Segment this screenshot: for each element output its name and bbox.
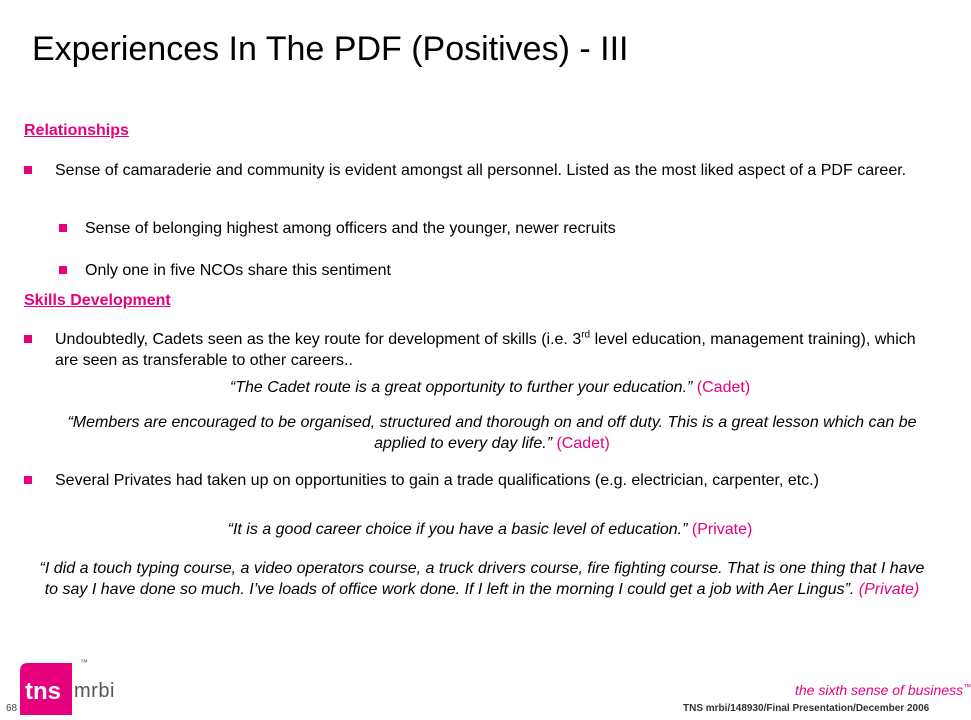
relationships-heading: Relationships	[24, 122, 129, 139]
bullet-text: Sense of camaraderie and community is evident amongst all personnel. Listed as the most liked aspect of a PDF career.	[55, 162, 907, 179]
bullet-square-icon	[24, 335, 32, 343]
bullet-square-icon	[24, 476, 32, 484]
logo-trademark: ™	[80, 658, 88, 667]
quote-cadet-2: “Members are encouraged to be organised, structured and thorough on and off duty. This is a great lesson which can be applied to every day life.” (Cadet)	[67, 414, 917, 452]
logo-text: mrbi	[74, 680, 115, 702]
skills-bullet-1	[24, 329, 934, 371]
quote-private-2: “I did a touch typing course, a video operators course, a truck drivers course, fire fighting course. That is one thing that I have to say I have done so much. I’ve loads of office work done. If I left in the morning I could get a job with Aer Lingus”. (Private)	[39, 560, 925, 598]
bullet-text: Sense of belonging highest among officers and the younger, newer recruits	[85, 220, 616, 237]
quote-private-1: “It is a good career choice if you have a basic level of education.” (Private)	[227, 521, 753, 538]
relationships-bullet-1	[24, 160, 934, 181]
bullet-text: Several Privates had taken up on opportunities to gain a trade qualifications (e.g. electrician, carpenter, etc.)	[55, 472, 819, 489]
bullet-text: Undoubtedly, Cadets seen as the key route for development of skills (i.e. 3rd level education, management training), which are seen as transferable to other careers..	[55, 329, 916, 369]
quote-cadet-1: “The Cadet route is a great opportunity to further your education.” (Cadet)	[229, 379, 751, 396]
bullet-square-icon	[59, 224, 67, 232]
footer-reference: TNS mrbi/148930/Final Presentation/December 2006	[683, 703, 930, 714]
bullet-square-icon	[24, 166, 32, 174]
bullet-square-icon	[59, 266, 67, 274]
page-number: 68	[6, 703, 18, 714]
logo-mark-text: tns	[25, 678, 61, 705]
skills-bullet-2	[24, 470, 934, 491]
relationships-sub-bullet-1	[59, 218, 919, 239]
relationships-sub-bullet-2	[59, 260, 919, 281]
skills-development-heading: Skills Development	[24, 292, 171, 309]
bullet-text: Only one in five NCOs share this sentiment	[85, 262, 391, 279]
tns-logo-icon	[20, 663, 72, 715]
slide-title: Experiences In The PDF (Positives) - III	[32, 30, 629, 68]
tagline: the sixth sense of business™	[795, 682, 971, 698]
